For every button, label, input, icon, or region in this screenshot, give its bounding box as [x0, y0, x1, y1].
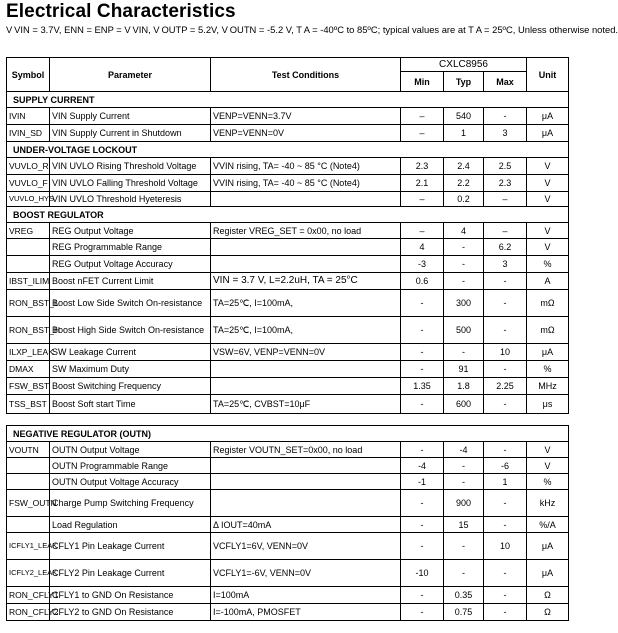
cell-typ: 0.35: [444, 587, 484, 604]
test-conditions-note: V VIN = 3.7V, ENN = ENP = V VIN, V OUTP = 5.2V, V OUTN = -5.2 V, T A = -40ºC to 85ºC; typical values are at T A = 25ºC, Unless otherwise noted.: [6, 24, 618, 35]
cell-condition: VVIN rising, TA= -40 ~ 85 °C (Note4): [211, 175, 401, 192]
cell-min: -: [401, 317, 444, 344]
cell-unit: %: [527, 361, 569, 378]
cell-max: -: [484, 395, 527, 414]
cell-min: -: [401, 344, 444, 361]
cell-max: 2.3: [484, 175, 527, 192]
cell-typ: 15: [444, 517, 484, 533]
cell-min: -: [401, 604, 444, 621]
cell-unit: Ω: [527, 604, 569, 621]
cell-max: -: [484, 490, 527, 517]
cell-max: -: [484, 273, 527, 290]
cell-parameter: CFLY1 to GND On Resistance: [50, 587, 211, 604]
cell-symbol: [7, 458, 50, 474]
cell-typ: 600: [444, 395, 484, 414]
cell-condition: [211, 256, 401, 273]
cell-condition: Δ IOUT=40mA: [211, 517, 401, 533]
cell-min: -: [401, 361, 444, 378]
cell-min: -3: [401, 256, 444, 273]
cell-symbol: IBST_ILIM: [7, 273, 50, 290]
cell-condition: VCFLY1=6V, VENN=0V: [211, 533, 401, 560]
cell-condition: VENP=VENN=3.7V: [211, 108, 401, 125]
table-row: [7, 533, 569, 560]
cell-min: -10: [401, 560, 444, 587]
cell-min: -4: [401, 458, 444, 474]
table-row: [7, 344, 569, 361]
table-row: [7, 273, 569, 290]
cell-min: -: [401, 587, 444, 604]
cell-min: –: [401, 223, 444, 239]
cell-parameter: VIN UVLO Threshold Hyeteresis: [50, 192, 211, 207]
table-row: [7, 361, 569, 378]
cell-typ: 0.75: [444, 604, 484, 621]
cell-max: 2.5: [484, 158, 527, 175]
cell-max: 2.25: [484, 378, 527, 395]
cell-min: 2.3: [401, 158, 444, 175]
cell-max: –: [484, 223, 527, 239]
cell-parameter: Boost Low Side Switch On-resistance: [50, 290, 211, 317]
section-title-negative: NEGATIVE REGULATOR (OUTN): [7, 426, 569, 442]
cell-symbol: VUVLO_F: [7, 175, 50, 192]
cell-condition: TA=25℃, I=100mA,: [211, 290, 401, 317]
section-row: [7, 92, 569, 108]
cell-min: -: [401, 517, 444, 533]
table-row: [7, 108, 569, 125]
header-parameter: Parameter: [50, 58, 211, 92]
cell-unit: V: [527, 175, 569, 192]
cell-unit: V: [527, 239, 569, 256]
cell-condition: [211, 192, 401, 207]
cell-typ: 1.8: [444, 378, 484, 395]
cell-condition: I=-100mA, PMOSFET: [211, 604, 401, 621]
header-device: CXLC8956: [401, 58, 527, 72]
table-row: [7, 560, 569, 587]
cell-condition: TA=25℃, CVBST=10μF: [211, 395, 401, 414]
cell-symbol: DMAX: [7, 361, 50, 378]
cell-typ: 0.2: [444, 192, 484, 207]
cell-unit: μs: [527, 395, 569, 414]
cell-max: -: [484, 587, 527, 604]
cell-parameter: Boost nFET Current Limit: [50, 273, 211, 290]
cell-typ: 1: [444, 125, 484, 142]
cell-unit: V: [527, 442, 569, 458]
header-typ: Typ: [444, 72, 484, 92]
cell-parameter: OUTN Output Voltage: [50, 442, 211, 458]
cell-symbol: [7, 239, 50, 256]
cell-parameter: SW Maximum Duty: [50, 361, 211, 378]
cell-max: -: [484, 560, 527, 587]
cell-condition: [211, 361, 401, 378]
cell-typ: 2.4: [444, 158, 484, 175]
table-row: [7, 256, 569, 273]
cell-max: -: [484, 317, 527, 344]
cell-min: 1.35: [401, 378, 444, 395]
header-row: [7, 58, 569, 72]
cell-condition: Register VOUTN_SET=0x00, no load: [211, 442, 401, 458]
cell-symbol: IVIN: [7, 108, 50, 125]
cell-symbol: RON_BST_H: [7, 317, 50, 344]
cell-typ: -: [444, 560, 484, 587]
cell-unit: μA: [527, 108, 569, 125]
cell-typ: -: [444, 273, 484, 290]
cell-parameter: Boost Soft start Time: [50, 395, 211, 414]
cell-max: 10: [484, 533, 527, 560]
cell-condition: [211, 490, 401, 517]
page-title: Electrical Characteristics: [6, 1, 236, 22]
cell-max: -6: [484, 458, 527, 474]
cell-condition: VIN = 3.7 V, L=2.2uH, TA = 25°C: [211, 273, 401, 290]
cell-typ: 2.2: [444, 175, 484, 192]
cell-symbol: [7, 474, 50, 490]
table-row: [7, 458, 569, 474]
cell-typ: -: [444, 533, 484, 560]
table-row: [7, 587, 569, 604]
cell-parameter: VIN Supply Current in Shutdown: [50, 125, 211, 142]
cell-symbol: RON_CFLY1: [7, 587, 50, 604]
header-unit: Unit: [527, 58, 569, 92]
cell-parameter: OUTN Programmable Range: [50, 458, 211, 474]
cell-symbol: [7, 256, 50, 273]
cell-typ: 900: [444, 490, 484, 517]
cell-min: -: [401, 395, 444, 414]
cell-typ: -: [444, 474, 484, 490]
cell-unit: mΩ: [527, 290, 569, 317]
table-row: [7, 192, 569, 207]
cell-condition: VVIN rising, TA= -40 ~ 85 °C (Note4): [211, 158, 401, 175]
spacer-cell: [7, 414, 569, 426]
cell-symbol: ILXP_LEAK: [7, 344, 50, 361]
cell-min: -1: [401, 474, 444, 490]
cell-symbol: RON_CFLY2: [7, 604, 50, 621]
table-row: [7, 395, 569, 414]
cell-unit: V: [527, 192, 569, 207]
cell-typ: 540: [444, 108, 484, 125]
cell-max: -: [484, 604, 527, 621]
cell-unit: A: [527, 273, 569, 290]
cell-min: 0.6: [401, 273, 444, 290]
table-row: [7, 239, 569, 256]
cell-condition: VCFLY1=-6V, VENN=0V: [211, 560, 401, 587]
cell-symbol: VREG: [7, 223, 50, 239]
section-title-supply: SUPPLY CURRENT: [7, 92, 569, 108]
table-row: [7, 517, 569, 533]
header-min: Min: [401, 72, 444, 92]
cell-parameter: REG Output Voltage Accuracy: [50, 256, 211, 273]
cell-unit: V: [527, 158, 569, 175]
cell-symbol: IVIN_SD: [7, 125, 50, 142]
cell-parameter: CFLY1 Pin Leakage Current: [50, 533, 211, 560]
cell-min: –: [401, 108, 444, 125]
section-title-boost: BOOST REGULATOR: [7, 207, 569, 223]
cell-typ: -: [444, 344, 484, 361]
cell-unit: μA: [527, 125, 569, 142]
cell-parameter: CFLY2 to GND On Resistance: [50, 604, 211, 621]
table-row: [7, 317, 569, 344]
cell-condition: [211, 474, 401, 490]
cell-condition: VENP=VENN=0V: [211, 125, 401, 142]
cell-min: 2.1: [401, 175, 444, 192]
cell-typ: -4: [444, 442, 484, 458]
cell-max: 6.2: [484, 239, 527, 256]
cell-max: 3: [484, 125, 527, 142]
cell-unit: μA: [527, 533, 569, 560]
table-row: [7, 125, 569, 142]
cell-parameter: OUTN Output Voltage Accuracy: [50, 474, 211, 490]
cell-parameter: VIN UVLO Falling Threshold Voltage: [50, 175, 211, 192]
cell-typ: -: [444, 256, 484, 273]
cell-condition: I=100mA: [211, 587, 401, 604]
table-row: [7, 604, 569, 621]
cell-parameter: Boost Switching Frequency: [50, 378, 211, 395]
cell-parameter: VIN Supply Current: [50, 108, 211, 125]
cell-max: -: [484, 108, 527, 125]
cell-symbol: ICFLY1_LEAK: [7, 533, 50, 560]
header-max: Max: [484, 72, 527, 92]
cell-parameter: CFLY2 Pin Leakage Current: [50, 560, 211, 587]
cell-unit: μA: [527, 344, 569, 361]
cell-parameter: REG Programmable Range: [50, 239, 211, 256]
table-row: [7, 442, 569, 458]
cell-symbol: VOUTN: [7, 442, 50, 458]
cell-parameter: REG Output Voltage: [50, 223, 211, 239]
cell-typ: 91: [444, 361, 484, 378]
table-row: [7, 490, 569, 517]
table-row: [7, 290, 569, 317]
electrical-characteristics-table: [6, 57, 569, 621]
header-symbol: Symbol: [7, 58, 50, 92]
table-row: [7, 175, 569, 192]
cell-min: –: [401, 192, 444, 207]
cell-min: -: [401, 442, 444, 458]
cell-parameter: Load Regulation: [50, 517, 211, 533]
cell-unit: %: [527, 256, 569, 273]
cell-condition: Register VREG_SET = 0x00, no load: [211, 223, 401, 239]
cell-parameter: Charge Pump Switching Frequency: [50, 490, 211, 517]
cell-parameter: VIN UVLO Rising Threshold Voltage: [50, 158, 211, 175]
cell-symbol: FSW_OUTN: [7, 490, 50, 517]
section-title-uvlo: UNDER-VOLTAGE LOCKOUT: [7, 142, 569, 158]
cell-max: –: [484, 192, 527, 207]
cell-condition: [211, 458, 401, 474]
cell-min: -: [401, 490, 444, 517]
cell-unit: kHz: [527, 490, 569, 517]
cell-max: 10: [484, 344, 527, 361]
cell-typ: -: [444, 458, 484, 474]
cell-condition: [211, 239, 401, 256]
cell-condition: VSW=6V, VENP=VENN=0V: [211, 344, 401, 361]
cell-symbol: TSS_BST: [7, 395, 50, 414]
cell-typ: -: [444, 239, 484, 256]
table-row: [7, 158, 569, 175]
table-row: [7, 223, 569, 239]
table-row: [7, 378, 569, 395]
cell-min: –: [401, 125, 444, 142]
cell-unit: MHz: [527, 378, 569, 395]
cell-unit: %/A: [527, 517, 569, 533]
cell-symbol: VUVLO_R: [7, 158, 50, 175]
spacer-row: [7, 414, 569, 426]
section-row: [7, 426, 569, 442]
cell-min: -: [401, 290, 444, 317]
cell-unit: μA: [527, 560, 569, 587]
cell-parameter: Boost High Side Switch On-resistance: [50, 317, 211, 344]
cell-typ: 4: [444, 223, 484, 239]
cell-symbol: [7, 517, 50, 533]
section-row: [7, 142, 569, 158]
cell-max: -: [484, 442, 527, 458]
cell-max: -: [484, 517, 527, 533]
cell-symbol: FSW_BST: [7, 378, 50, 395]
cell-typ: 300: [444, 290, 484, 317]
cell-symbol: RON_BST_L: [7, 290, 50, 317]
cell-symbol: ICFLY2_LEAK: [7, 560, 50, 587]
table-row: [7, 474, 569, 490]
cell-condition: TA=25℃, I=100mA,: [211, 317, 401, 344]
cell-min: 4: [401, 239, 444, 256]
cell-min: -: [401, 533, 444, 560]
cell-condition: [211, 378, 401, 395]
cell-max: -: [484, 361, 527, 378]
cell-unit: Ω: [527, 587, 569, 604]
cell-typ: 500: [444, 317, 484, 344]
cell-symbol: VUVLO_HYS: [7, 192, 50, 207]
header-test-conditions: Test Conditions: [211, 58, 401, 92]
cell-unit: V: [527, 458, 569, 474]
cell-max: 1: [484, 474, 527, 490]
cell-max: 3: [484, 256, 527, 273]
cell-unit: %: [527, 474, 569, 490]
cell-max: -: [484, 290, 527, 317]
cell-parameter: SW Leakage Current: [50, 344, 211, 361]
section-row: [7, 207, 569, 223]
cell-unit: V: [527, 223, 569, 239]
cell-unit: mΩ: [527, 317, 569, 344]
